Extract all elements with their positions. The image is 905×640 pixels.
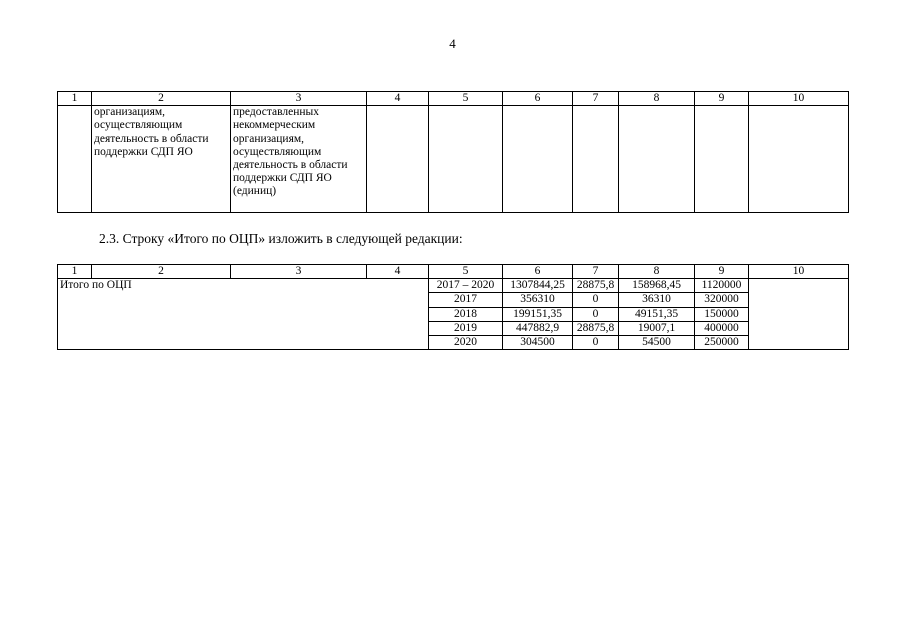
cell-line: некоммерческим <box>233 119 316 132</box>
value-cell: 36310 <box>619 293 695 307</box>
column-number: 6 <box>503 92 573 106</box>
value-cell: 54500 <box>619 336 695 350</box>
cell-line: организациям, <box>94 106 166 119</box>
period-cell: 2020 <box>429 336 503 350</box>
column-number: 7 <box>573 92 619 106</box>
value-cell: 1120000 <box>695 279 749 293</box>
cell-line: деятельность в области <box>94 132 209 145</box>
value-cell: 28875,8 <box>573 279 619 293</box>
column-number: 8 <box>619 265 695 279</box>
cell-line: поддержки СДП ЯО <box>94 145 193 158</box>
period-cell: 2017 <box>429 293 503 307</box>
period-cell: 2019 <box>429 321 503 335</box>
value-cell: 0 <box>573 336 619 350</box>
column-number: 10 <box>749 265 849 279</box>
column-number: 5 <box>429 265 503 279</box>
column-number: 4 <box>367 92 429 106</box>
value-cell: 19007,1 <box>619 321 695 335</box>
value-cell: 158968,45 <box>619 279 695 293</box>
value-cell: 356310 <box>503 293 573 307</box>
table-cell <box>749 279 849 350</box>
cell-line: (единиц) <box>233 185 277 198</box>
table-cell <box>619 106 695 213</box>
table-total <box>57 264 849 350</box>
column-number: 2 <box>92 265 231 279</box>
table-cell <box>749 106 849 213</box>
value-cell: 28875,8 <box>573 321 619 335</box>
period-cell: 2017 – 2020 <box>429 279 503 293</box>
column-number: 10 <box>749 92 849 106</box>
cell-line: осуществляющим <box>94 119 183 132</box>
column-number: 8 <box>619 92 695 106</box>
value-cell: 49151,35 <box>619 307 695 321</box>
column-number: 3 <box>231 265 367 279</box>
value-cell: 150000 <box>695 307 749 321</box>
value-cell: 250000 <box>695 336 749 350</box>
value-cell: 320000 <box>695 293 749 307</box>
column-number: 9 <box>695 265 749 279</box>
total-label: Итого по ОЦП <box>58 279 429 350</box>
table-cell <box>573 106 619 213</box>
column-number: 2 <box>92 92 231 106</box>
table-row <box>58 279 849 293</box>
column-number: 4 <box>367 265 429 279</box>
column-number: 6 <box>503 265 573 279</box>
value-cell: 304500 <box>503 336 573 350</box>
value-cell: 1307844,25 <box>503 279 573 293</box>
table-cell <box>367 106 429 213</box>
cell-line: деятельность в области <box>233 159 348 172</box>
column-number: 1 <box>58 265 92 279</box>
value-cell: 199151,35 <box>503 307 573 321</box>
value-cell: 447882,9 <box>503 321 573 335</box>
column-number: 1 <box>58 92 92 106</box>
table-cell <box>695 106 749 213</box>
period-cell: 2018 <box>429 307 503 321</box>
table-cell <box>58 106 92 213</box>
page-number: 4 <box>449 36 456 51</box>
table-row <box>58 106 849 213</box>
table-continuation <box>57 91 849 213</box>
table-cell-col3 <box>231 106 367 213</box>
value-cell: 400000 <box>695 321 749 335</box>
table-cell-col2 <box>92 106 231 213</box>
value-cell: 0 <box>573 307 619 321</box>
cell-line: организациям, <box>233 132 305 145</box>
table-cell <box>429 106 503 213</box>
column-number: 9 <box>695 92 749 106</box>
column-number-row <box>58 92 849 106</box>
cell-line: осуществляющим <box>233 145 322 158</box>
table-cell <box>503 106 573 213</box>
value-cell: 0 <box>573 293 619 307</box>
cell-line: поддержки СДП ЯО <box>233 172 332 185</box>
column-number-row <box>58 265 849 279</box>
instruction-paragraph: 2.3. Строку «Итого по ОЦП» изложить в следующей редакции: <box>99 231 463 246</box>
column-number: 3 <box>231 92 367 106</box>
column-number: 5 <box>429 92 503 106</box>
cell-line: предоставленных <box>233 106 320 119</box>
column-number: 7 <box>573 265 619 279</box>
